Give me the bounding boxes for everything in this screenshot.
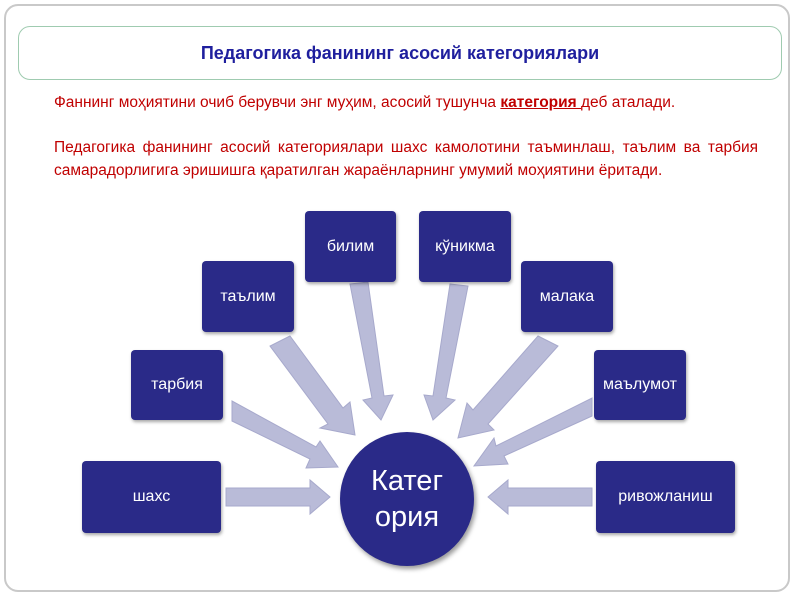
node-shakhs: шахс	[82, 461, 221, 533]
arrow-from-talim	[270, 336, 355, 435]
node-talim: таълим	[202, 261, 294, 332]
arrow-from-rivojlanish	[488, 480, 592, 514]
center-category-circle	[340, 432, 474, 566]
definition-text-start: Фаннинг моҳиятини очиб берувчи энг муҳим, асосий тушунча	[54, 94, 501, 111]
node-malaka: малака	[521, 261, 613, 332]
arrow-from-bilim	[350, 282, 393, 420]
arrow-from-shakhs	[226, 480, 330, 514]
node-kunikma: кўникма	[419, 211, 511, 282]
description-paragraph: Педагогика фанининг асосий категориялари шахс камолотини таъминлаш, таълим ва тарбия самарадорлигига эришишга қаратилган жараёнларнинг умумий моҳиятини ёритади.	[54, 139, 758, 179]
center-label-line1: Катег	[370, 465, 444, 497]
keyword-category: категория	[500, 94, 582, 111]
arrow-from-kunikma	[424, 284, 468, 420]
definition-text-end: деб аталади.	[581, 94, 676, 111]
node-bilim: билим	[305, 211, 396, 282]
node-tarbiya: тарбия	[131, 350, 223, 420]
slide-title: Педагогика фанининг асосий категориялари	[200, 42, 600, 63]
center-label-line2: ория	[374, 501, 440, 533]
node-malumot: маълумот	[594, 350, 686, 420]
node-rivojlanish: ривожланиш	[596, 461, 735, 533]
